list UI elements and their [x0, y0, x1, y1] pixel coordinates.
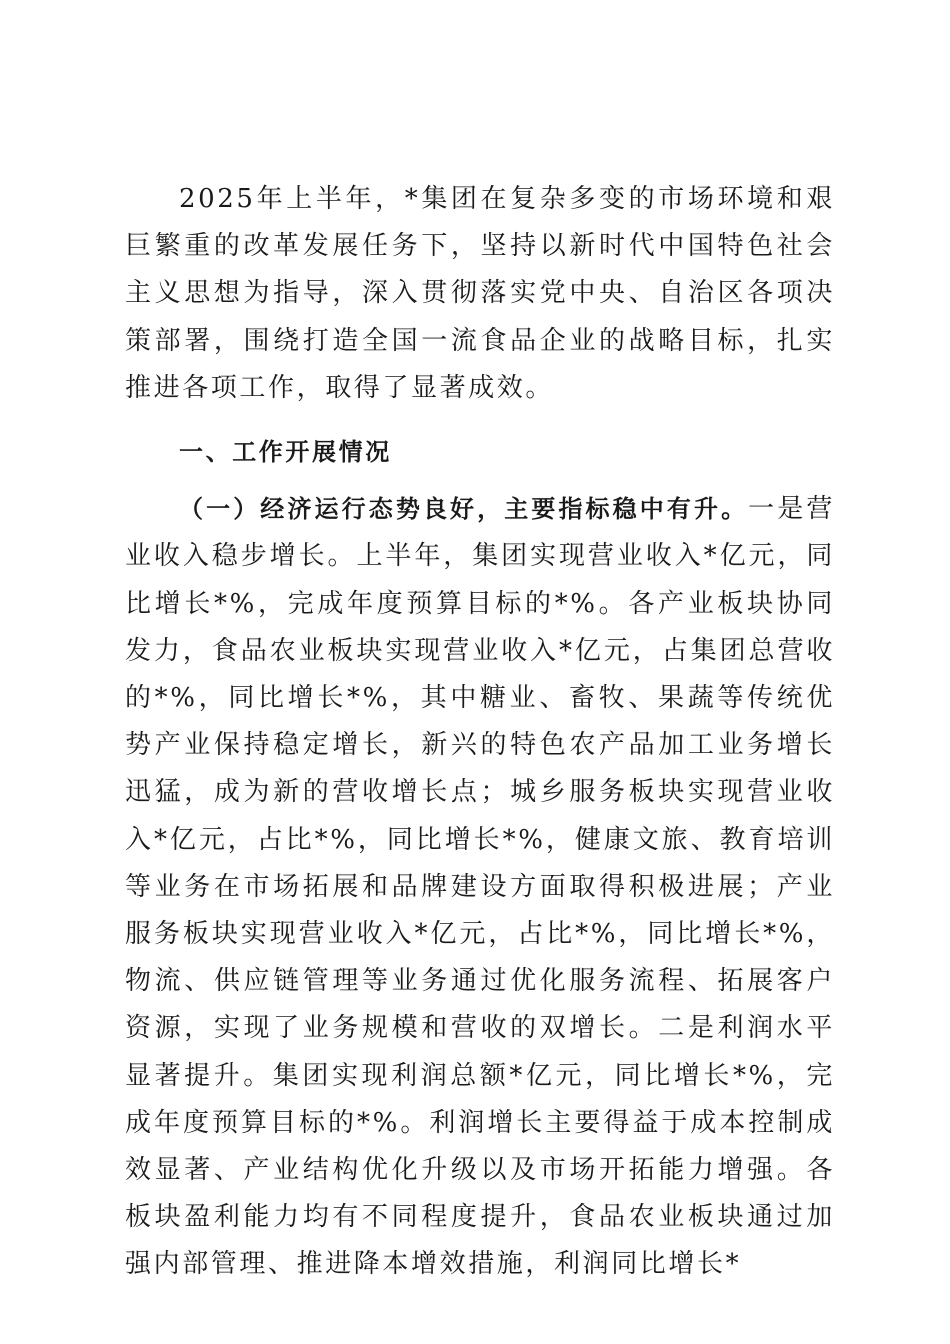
subsection-body: 一是营业收入稳步增长。上半年，集团实现营业收入*亿元，同比增长*%，完成年度预算目标的*%。各产业板块协同发力，食品农业板块实现营业收入*亿元，占集团总营收的*%，同比增长*%，其中糖业、畜牧、果蔬等传统优势产业保持稳定增长，新兴的特色农产品加工业务增长迅猛，成为新的营收增长点；城乡服务板块实现营业收入*亿元，占比*%，同比增长*%，健康文旅、教育培训等业务在市场拓展和品牌建设方面取得积极进展；产业服务板块实现营业收入*亿元，占比*%，同比增长*%，物流、供应链管理等业务通过优化服务流程、拓展客户资源，实现了业务规模和营收的双增长。二是利润水平显著提升。集团实现利润总额*亿元，同比增长*%，完成年度预算目标的*%。利润增长主要得益于成本控制成效显著、产业结构优化升级以及市场开拓能力增强。各板块盈利能力均有不同程度提升，食品农业板块通过加强内部管理、推进降本增效措施，利润同比增长* [125, 494, 835, 1280]
section-heading: 一、工作开展情况 [179, 438, 392, 467]
intro-paragraph: 2025年上半年，*集团在复杂多变的市场环境和艰巨繁重的改革发展任务下，坚持以新时代中国特色社会主义思想为指导，深入贯彻落实党中央、自治区各项决策部署，围绕打造全国一流食品企业的战略目标，扎实推进各项工作，取得了显著成效。 [125, 184, 835, 403]
document-page [125, 176, 835, 1289]
subsection-lead: （一）经济运行态势良好，主要指标稳中有升。 [179, 495, 749, 524]
subsection-paragraph [125, 486, 835, 1288]
